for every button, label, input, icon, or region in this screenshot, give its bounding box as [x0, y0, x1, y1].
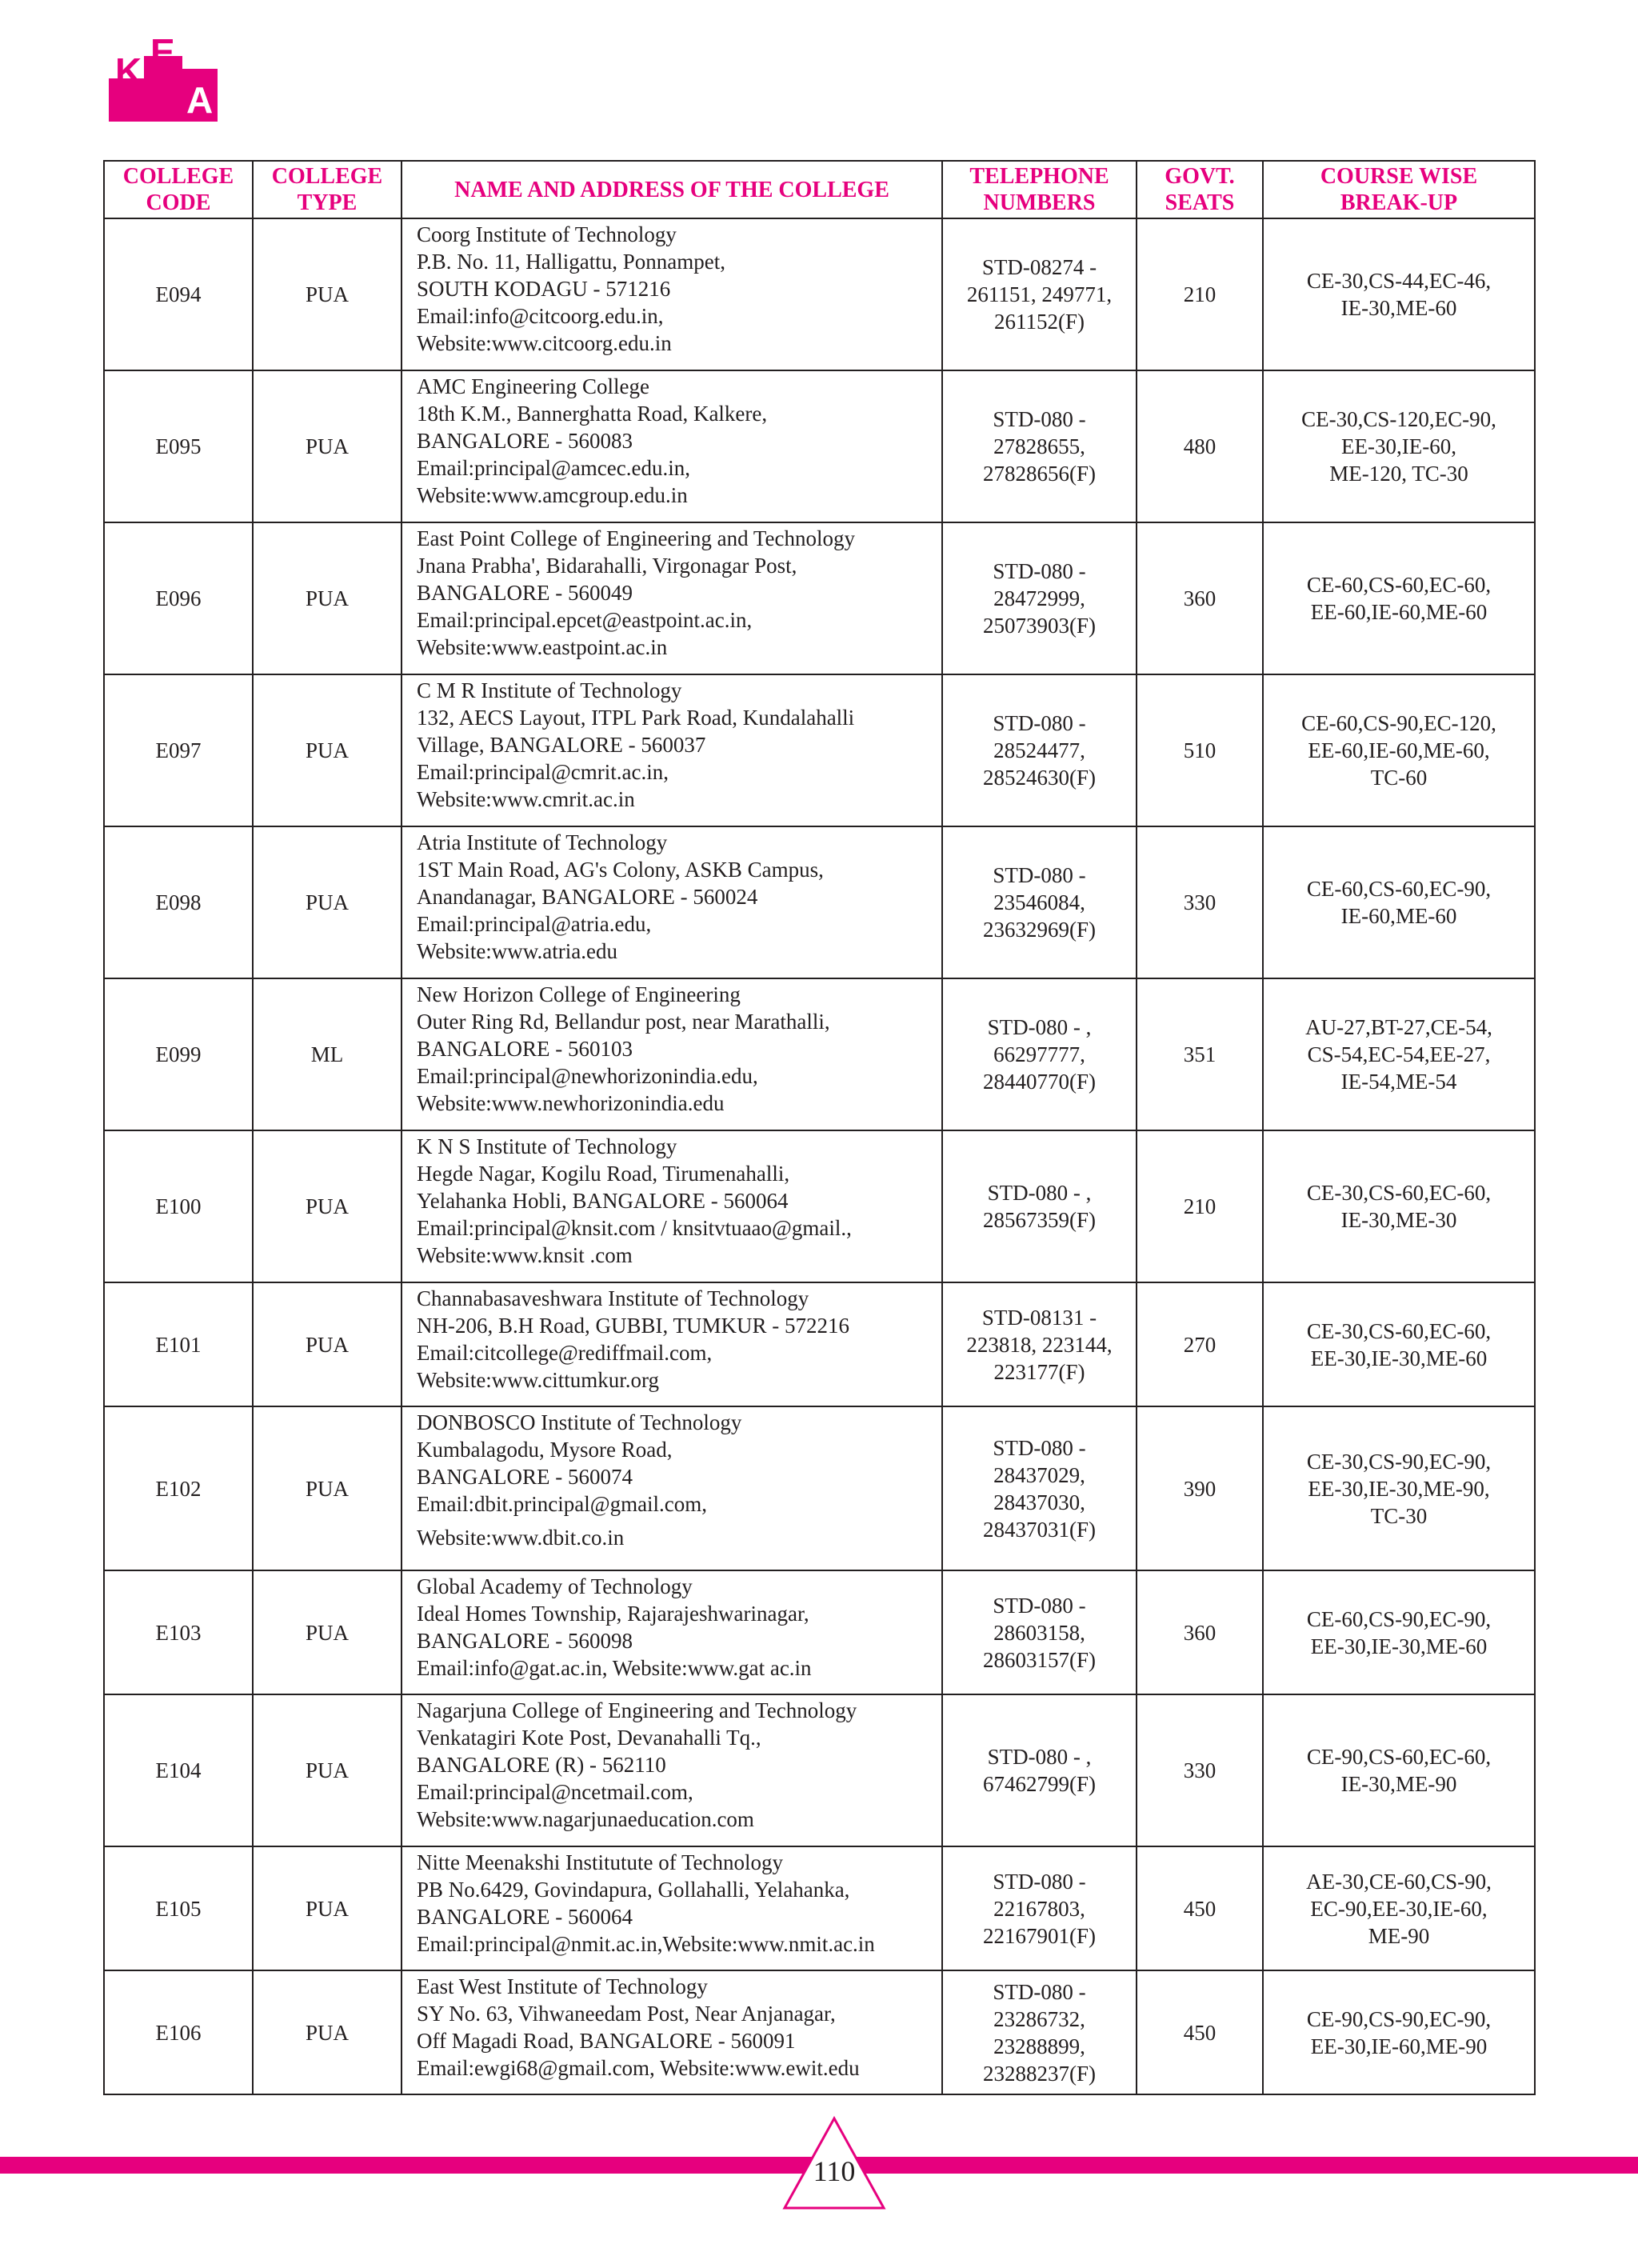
- college-name-address: [402, 978, 942, 1130]
- telephone-numbers: [942, 674, 1137, 826]
- course-line: AU-27,BT-27,CE-54,: [1305, 1015, 1492, 1039]
- telephone-line: 66297777,: [993, 1042, 1085, 1066]
- course-line: IE-30,ME-60: [1340, 296, 1457, 320]
- course-line: EE-30,IE-60,: [1341, 434, 1456, 458]
- college-type: PUA: [253, 1130, 402, 1282]
- govt-seats: 330: [1137, 826, 1263, 978]
- address-line: Email:principal@amcec.edu.in,: [417, 456, 690, 480]
- address-line: BANGALORE - 560064: [417, 1905, 633, 1929]
- college-code: E096: [104, 522, 253, 674]
- govt-seats: 210: [1137, 1130, 1263, 1282]
- college-code: E101: [104, 1282, 253, 1406]
- address-line: Kumbalagodu, Mysore Road,: [417, 1438, 673, 1462]
- course-line: ME-120, TC-30: [1329, 462, 1468, 486]
- telephone-line: 28603157(F): [983, 1647, 1096, 1672]
- course-breakup: [1263, 1406, 1535, 1570]
- course-line: TC-30: [1370, 1503, 1428, 1528]
- telephone-line: 23286732,: [993, 2006, 1085, 2031]
- address-line: Website:www.citcoorg.edu.in: [417, 331, 672, 355]
- table-header-row: [104, 161, 1535, 218]
- course-line: CE-30,CS-90,EC-90,: [1306, 1449, 1492, 1474]
- telephone-numbers: [942, 218, 1137, 370]
- telephone-numbers: [942, 522, 1137, 674]
- telephone-line: 67462799(F): [983, 1772, 1096, 1796]
- telephone-line: STD-080 -: [993, 1593, 1086, 1618]
- telephone-line: 23632969(F): [983, 918, 1096, 942]
- address-line: 18th K.M., Bannerghatta Road, Kalkere,: [417, 402, 768, 426]
- college-name-address: [402, 1846, 942, 1970]
- course-line: CS-54,EC-54,EE-27,: [1307, 1042, 1491, 1066]
- course-breakup: [1263, 1846, 1535, 1970]
- telephone-line: 261151, 249771,: [966, 282, 1113, 306]
- telephone-line: STD-080 -: [993, 559, 1086, 583]
- header-name-address: NAME AND ADDRESS OF THE COLLEGE: [402, 161, 942, 218]
- header-telephone: TELEPHONE NUMBERS: [942, 161, 1137, 218]
- college-name: Atria Institute of Technology: [417, 830, 668, 854]
- table-body: [104, 218, 1535, 2094]
- telephone-line: STD-080 - ,: [987, 1745, 1092, 1769]
- header-college-code: COLLEGE CODE: [104, 161, 253, 218]
- govt-seats: 450: [1137, 1846, 1263, 1970]
- address-line: Email:dbit.principal@gmail.com,: [417, 1492, 708, 1516]
- govt-seats: 210: [1137, 218, 1263, 370]
- college-type: PUA: [253, 1406, 402, 1570]
- college-code: E105: [104, 1846, 253, 1970]
- telephone-line: 28437031(F): [983, 1517, 1096, 1542]
- college-code: E099: [104, 978, 253, 1130]
- govt-seats: 360: [1137, 522, 1263, 674]
- telephone-line: 27828656(F): [983, 462, 1096, 486]
- telephone-line: 28437029,: [993, 1462, 1085, 1487]
- telephone-line: STD-080 -: [993, 1979, 1086, 2004]
- telephone-line: 25073903(F): [983, 614, 1096, 638]
- course-line: IE-30,ME-30: [1340, 1208, 1457, 1232]
- telephone-numbers: [942, 1846, 1137, 1970]
- address-line: Website:www.cmrit.ac.in: [417, 787, 635, 811]
- logo-letter-a: A: [186, 79, 214, 121]
- address-line: Website:www.dbit.co.in: [417, 1526, 625, 1550]
- college-type: PUA: [253, 674, 402, 826]
- college-type: PUA: [253, 1970, 402, 2094]
- course-breakup: [1263, 1694, 1535, 1846]
- telephone-line: 223177(F): [993, 1359, 1085, 1384]
- college-code: E104: [104, 1694, 253, 1846]
- address-line: Email:citcollege@rediffmail.com,: [417, 1341, 713, 1365]
- telephone-numbers: [942, 1694, 1137, 1846]
- address-line: Village, BANGALORE - 560037: [417, 733, 706, 757]
- college-type: PUA: [253, 370, 402, 522]
- college-code: E095: [104, 370, 253, 522]
- course-line: CE-60,CS-90,EC-120,: [1301, 711, 1496, 735]
- address-line: Email:info@gat.ac.in, Website:www.gat ac.in: [417, 1656, 812, 1680]
- college-name-address: [402, 1970, 942, 2094]
- course-line: IE-30,ME-90: [1340, 1772, 1457, 1796]
- college-type: PUA: [253, 522, 402, 674]
- address-line: Off Magadi Road, BANGALORE - 560091: [417, 2029, 796, 2053]
- telephone-line: 27828655,: [993, 434, 1085, 458]
- address-line: Email:info@citcoorg.edu.in,: [417, 304, 664, 328]
- table-row: [104, 1130, 1535, 1282]
- address-line: Website:www.amcgroup.edu.in: [417, 483, 688, 507]
- college-name: Channabasaveshwara Institute of Technology: [417, 1286, 809, 1310]
- telephone-line: 28524477,: [993, 738, 1085, 762]
- telephone-numbers: [942, 978, 1137, 1130]
- kea-logo: [109, 31, 218, 123]
- address-line: BANGALORE - 560074: [417, 1465, 633, 1489]
- telephone-line: 28437030,: [993, 1490, 1085, 1514]
- telephone-line: STD-080 -: [993, 711, 1086, 735]
- address-line: BANGALORE (R) - 562110: [417, 1753, 666, 1777]
- college-name-address: [402, 1406, 942, 1570]
- college-name-address: [402, 1570, 942, 1694]
- govt-seats: 270: [1137, 1282, 1263, 1406]
- table-row: [104, 978, 1535, 1130]
- course-breakup: [1263, 978, 1535, 1130]
- telephone-line: STD-080 -: [993, 1435, 1086, 1460]
- college-type: PUA: [253, 1694, 402, 1846]
- course-line: EE-30,IE-30,ME-60: [1310, 1634, 1488, 1658]
- college-name-address: [402, 826, 942, 978]
- course-line: EE-60,IE-60,ME-60,: [1308, 738, 1490, 762]
- college-name: Global Academy of Technology: [417, 1574, 693, 1598]
- address-line: BANGALORE - 560083: [417, 429, 633, 453]
- address-line: Ideal Homes Township, Rajarajeshwarinagar,: [417, 1602, 809, 1626]
- college-name-address: [402, 674, 942, 826]
- header-govt-seats: GOVT. SEATS: [1137, 161, 1263, 218]
- course-breakup: [1263, 1130, 1535, 1282]
- course-line: EC-90,EE-30,IE-60,: [1310, 1896, 1488, 1921]
- college-code: E102: [104, 1406, 253, 1570]
- address-line: Website:www.atria.edu: [417, 939, 617, 963]
- college-type: PUA: [253, 1282, 402, 1406]
- address-line: P.B. No. 11, Halligattu, Ponnampet,: [417, 250, 725, 274]
- table-row: [104, 1570, 1535, 1694]
- address-line: PB No.6429, Govindapura, Gollahalli, Yelahanka,: [417, 1878, 850, 1902]
- table-row: [104, 826, 1535, 978]
- course-line: IE-60,ME-60: [1340, 904, 1457, 928]
- college-name-address: [402, 1694, 942, 1846]
- govt-seats: 480: [1137, 370, 1263, 522]
- college-name: New Horizon College of Engineering: [417, 982, 741, 1006]
- table-row: [104, 370, 1535, 522]
- address-line: Jnana Prabha', Bidarahalli, Virgonagar Post,: [417, 554, 797, 578]
- address-line: Website:www.cittumkur.org: [417, 1368, 660, 1392]
- telephone-line: 22167901(F): [983, 1923, 1096, 1948]
- course-line: CE-60,CS-60,EC-90,: [1306, 877, 1492, 901]
- telephone-line: STD-080 -: [993, 863, 1086, 887]
- college-type: PUA: [253, 218, 402, 370]
- course-breakup: [1263, 522, 1535, 674]
- logo-letter-k: K: [115, 50, 142, 92]
- address-line: 132, AECS Layout, ITPL Park Road, Kundalahalli: [417, 706, 855, 730]
- table-row: [104, 1282, 1535, 1406]
- college-type: PUA: [253, 826, 402, 978]
- address-line: Email:principal@knsit.com / knsitvtuaao@gmail.,: [417, 1216, 852, 1240]
- address-line: Website:www.eastpoint.ac.in: [417, 635, 668, 659]
- college-code: E098: [104, 826, 253, 978]
- telephone-numbers: [942, 1406, 1137, 1570]
- table-row: [104, 1406, 1535, 1570]
- table-row: [104, 218, 1535, 370]
- telephone-line: STD-080 - ,: [987, 1181, 1092, 1205]
- table-row: [104, 522, 1535, 674]
- address-line: Email:principal@ncetmail.com,: [417, 1780, 693, 1804]
- course-breakup: [1263, 370, 1535, 522]
- address-line: SY No. 63, Vihwaneedam Post, Near Anjanagar,: [417, 2002, 836, 2026]
- address-line: Email:principal.epcet@eastpoint.ac.in,: [417, 608, 753, 632]
- telephone-line: 261152(F): [994, 310, 1085, 334]
- telephone-line: 23288899,: [993, 2034, 1085, 2058]
- telephone-numbers: [942, 1282, 1137, 1406]
- address-line: Yelahanka Hobli, BANGALORE - 560064: [417, 1189, 789, 1213]
- college-type: ML: [253, 978, 402, 1130]
- telephone-line: 28524630(F): [983, 766, 1096, 790]
- course-breakup: [1263, 826, 1535, 978]
- govt-seats: 351: [1137, 978, 1263, 1130]
- header-college-type: COLLEGE TYPE: [253, 161, 402, 218]
- address-line: NH-206, B.H Road, GUBBI, TUMKUR - 572216: [417, 1314, 850, 1338]
- telephone-line: STD-08274 -: [981, 255, 1097, 279]
- college-name-address: [402, 1282, 942, 1406]
- address-line: BANGALORE - 560049: [417, 581, 633, 605]
- course-breakup: [1263, 1282, 1535, 1406]
- telephone-line: 23288237(F): [983, 2061, 1096, 2086]
- telephone-line: 223818, 223144,: [966, 1332, 1113, 1357]
- address-line: Website:www.nagarjunaeducation.com: [417, 1807, 754, 1831]
- telephone-numbers: [942, 370, 1137, 522]
- address-line: Website:www.newhorizonindia.edu: [417, 1091, 725, 1115]
- course-line: CE-60,CS-90,EC-90,: [1306, 1606, 1492, 1631]
- college-name: East Point College of Engineering and Technology: [417, 526, 856, 550]
- telephone-numbers: [942, 1970, 1137, 2094]
- course-line: EE-30,IE-30,ME-60: [1310, 1346, 1488, 1370]
- table-row: [104, 674, 1535, 826]
- course-line: EE-60,IE-60,ME-60: [1310, 600, 1488, 624]
- college-code: E106: [104, 1970, 253, 2094]
- telephone-numbers: [942, 1130, 1137, 1282]
- college-name-address: [402, 370, 942, 522]
- course-line: CE-30,CS-44,EC-46,: [1306, 269, 1492, 293]
- telephone-line: 28440770(F): [983, 1070, 1096, 1094]
- telephone-line: 23546084,: [993, 890, 1085, 914]
- college-code: E094: [104, 218, 253, 370]
- header-course-breakup: COURSE WISE BREAK-UP: [1263, 161, 1535, 218]
- address-line: Hegde Nagar, Kogilu Road, Tirumenahalli,: [417, 1162, 790, 1186]
- address-line: BANGALORE - 560098: [417, 1629, 633, 1653]
- course-line: CE-30,CS-120,EC-90,: [1301, 407, 1496, 431]
- college-name: Coorg Institute of Technology: [417, 222, 677, 246]
- college-code: E097: [104, 674, 253, 826]
- college-name: C M R Institute of Technology: [417, 678, 682, 702]
- telephone-line: STD-08131 -: [981, 1305, 1097, 1330]
- course-breakup: [1263, 674, 1535, 826]
- govt-seats: 450: [1137, 1970, 1263, 2094]
- address-line: BANGALORE - 560103: [417, 1037, 633, 1061]
- college-name-address: [402, 522, 942, 674]
- course-line: IE-54,ME-54: [1340, 1070, 1457, 1094]
- course-breakup: [1263, 218, 1535, 370]
- address-line: Email:ewgi68@gmail.com, Website:www.ewit.edu: [417, 2056, 860, 2080]
- address-line: Email:principal@atria.edu,: [417, 912, 652, 936]
- telephone-line: 28603158,: [993, 1620, 1085, 1645]
- telephone-line: STD-080 -: [993, 407, 1086, 431]
- address-line: Email:principal@newhorizonindia.edu,: [417, 1064, 758, 1088]
- address-line: Email:principal@cmrit.ac.in,: [417, 760, 669, 784]
- colleges-table: [103, 160, 1536, 2095]
- course-breakup: [1263, 1970, 1535, 2094]
- college-name: East West Institute of Technology: [417, 1974, 708, 1998]
- course-line: TC-60: [1370, 766, 1428, 790]
- govt-seats: 510: [1137, 674, 1263, 826]
- telephone-line: 28567359(F): [983, 1208, 1096, 1232]
- logo-letter-e: E: [150, 31, 175, 73]
- telephone-line: STD-080 -: [993, 1869, 1086, 1894]
- course-line: CE-30,CS-60,EC-60,: [1306, 1318, 1492, 1343]
- telephone-numbers: [942, 1570, 1137, 1694]
- address-line: Website:www.knsit .com: [417, 1243, 633, 1267]
- telephone-line: STD-080 - ,: [987, 1015, 1092, 1039]
- address-line: Venkatagiri Kote Post, Devanahalli Tq.,: [417, 1726, 761, 1750]
- college-name-address: [402, 1130, 942, 1282]
- course-line: EE-30,IE-30,ME-90,: [1308, 1476, 1490, 1501]
- college-name: Nagarjuna College of Engineering and Technology: [417, 1698, 857, 1722]
- table-row: [104, 1970, 1535, 2094]
- college-name: DONBOSCO Institute of Technology: [417, 1410, 742, 1434]
- college-code: E103: [104, 1570, 253, 1694]
- course-breakup: [1263, 1570, 1535, 1694]
- course-line: AE-30,CE-60,CS-90,: [1306, 1869, 1492, 1894]
- address-line: 1ST Main Road, AG's Colony, ASKB Campus,: [417, 858, 824, 882]
- course-line: CE-90,CS-90,EC-90,: [1306, 2006, 1492, 2031]
- govt-seats: 390: [1137, 1406, 1263, 1570]
- college-type: PUA: [253, 1846, 402, 1970]
- telephone-line: 28472999,: [993, 586, 1085, 610]
- course-line: ME-90: [1368, 1923, 1430, 1948]
- college-type: PUA: [253, 1570, 402, 1694]
- college-name: Nitte Meenakshi Institutute of Technology: [417, 1850, 784, 1874]
- address-line: SOUTH KODAGU - 571216: [417, 277, 671, 301]
- page-number: 110: [813, 2155, 856, 2187]
- address-line: Email:principal@nmit.ac.in,Website:www.nmit.ac.in: [417, 1932, 875, 1956]
- govt-seats: 360: [1137, 1570, 1263, 1694]
- address-line: Anandanagar, BANGALORE - 560024: [417, 885, 758, 909]
- college-name-address: [402, 218, 942, 370]
- address-line: Outer Ring Rd, Bellandur post, near Marathalli,: [417, 1010, 830, 1034]
- course-line: EE-30,IE-60,ME-90: [1310, 2034, 1488, 2058]
- course-line: CE-60,CS-60,EC-60,: [1306, 573, 1492, 597]
- college-code: E100: [104, 1130, 253, 1282]
- telephone-line: 22167803,: [993, 1896, 1085, 1921]
- table-row: [104, 1694, 1535, 1846]
- telephone-numbers: [942, 826, 1137, 978]
- course-line: CE-30,CS-60,EC-60,: [1306, 1181, 1492, 1205]
- course-line: CE-90,CS-60,EC-60,: [1306, 1745, 1492, 1769]
- college-name: K N S Institute of Technology: [417, 1134, 677, 1158]
- govt-seats: 330: [1137, 1694, 1263, 1846]
- table-row: [104, 1846, 1535, 1970]
- college-name: AMC Engineering College: [417, 374, 649, 398]
